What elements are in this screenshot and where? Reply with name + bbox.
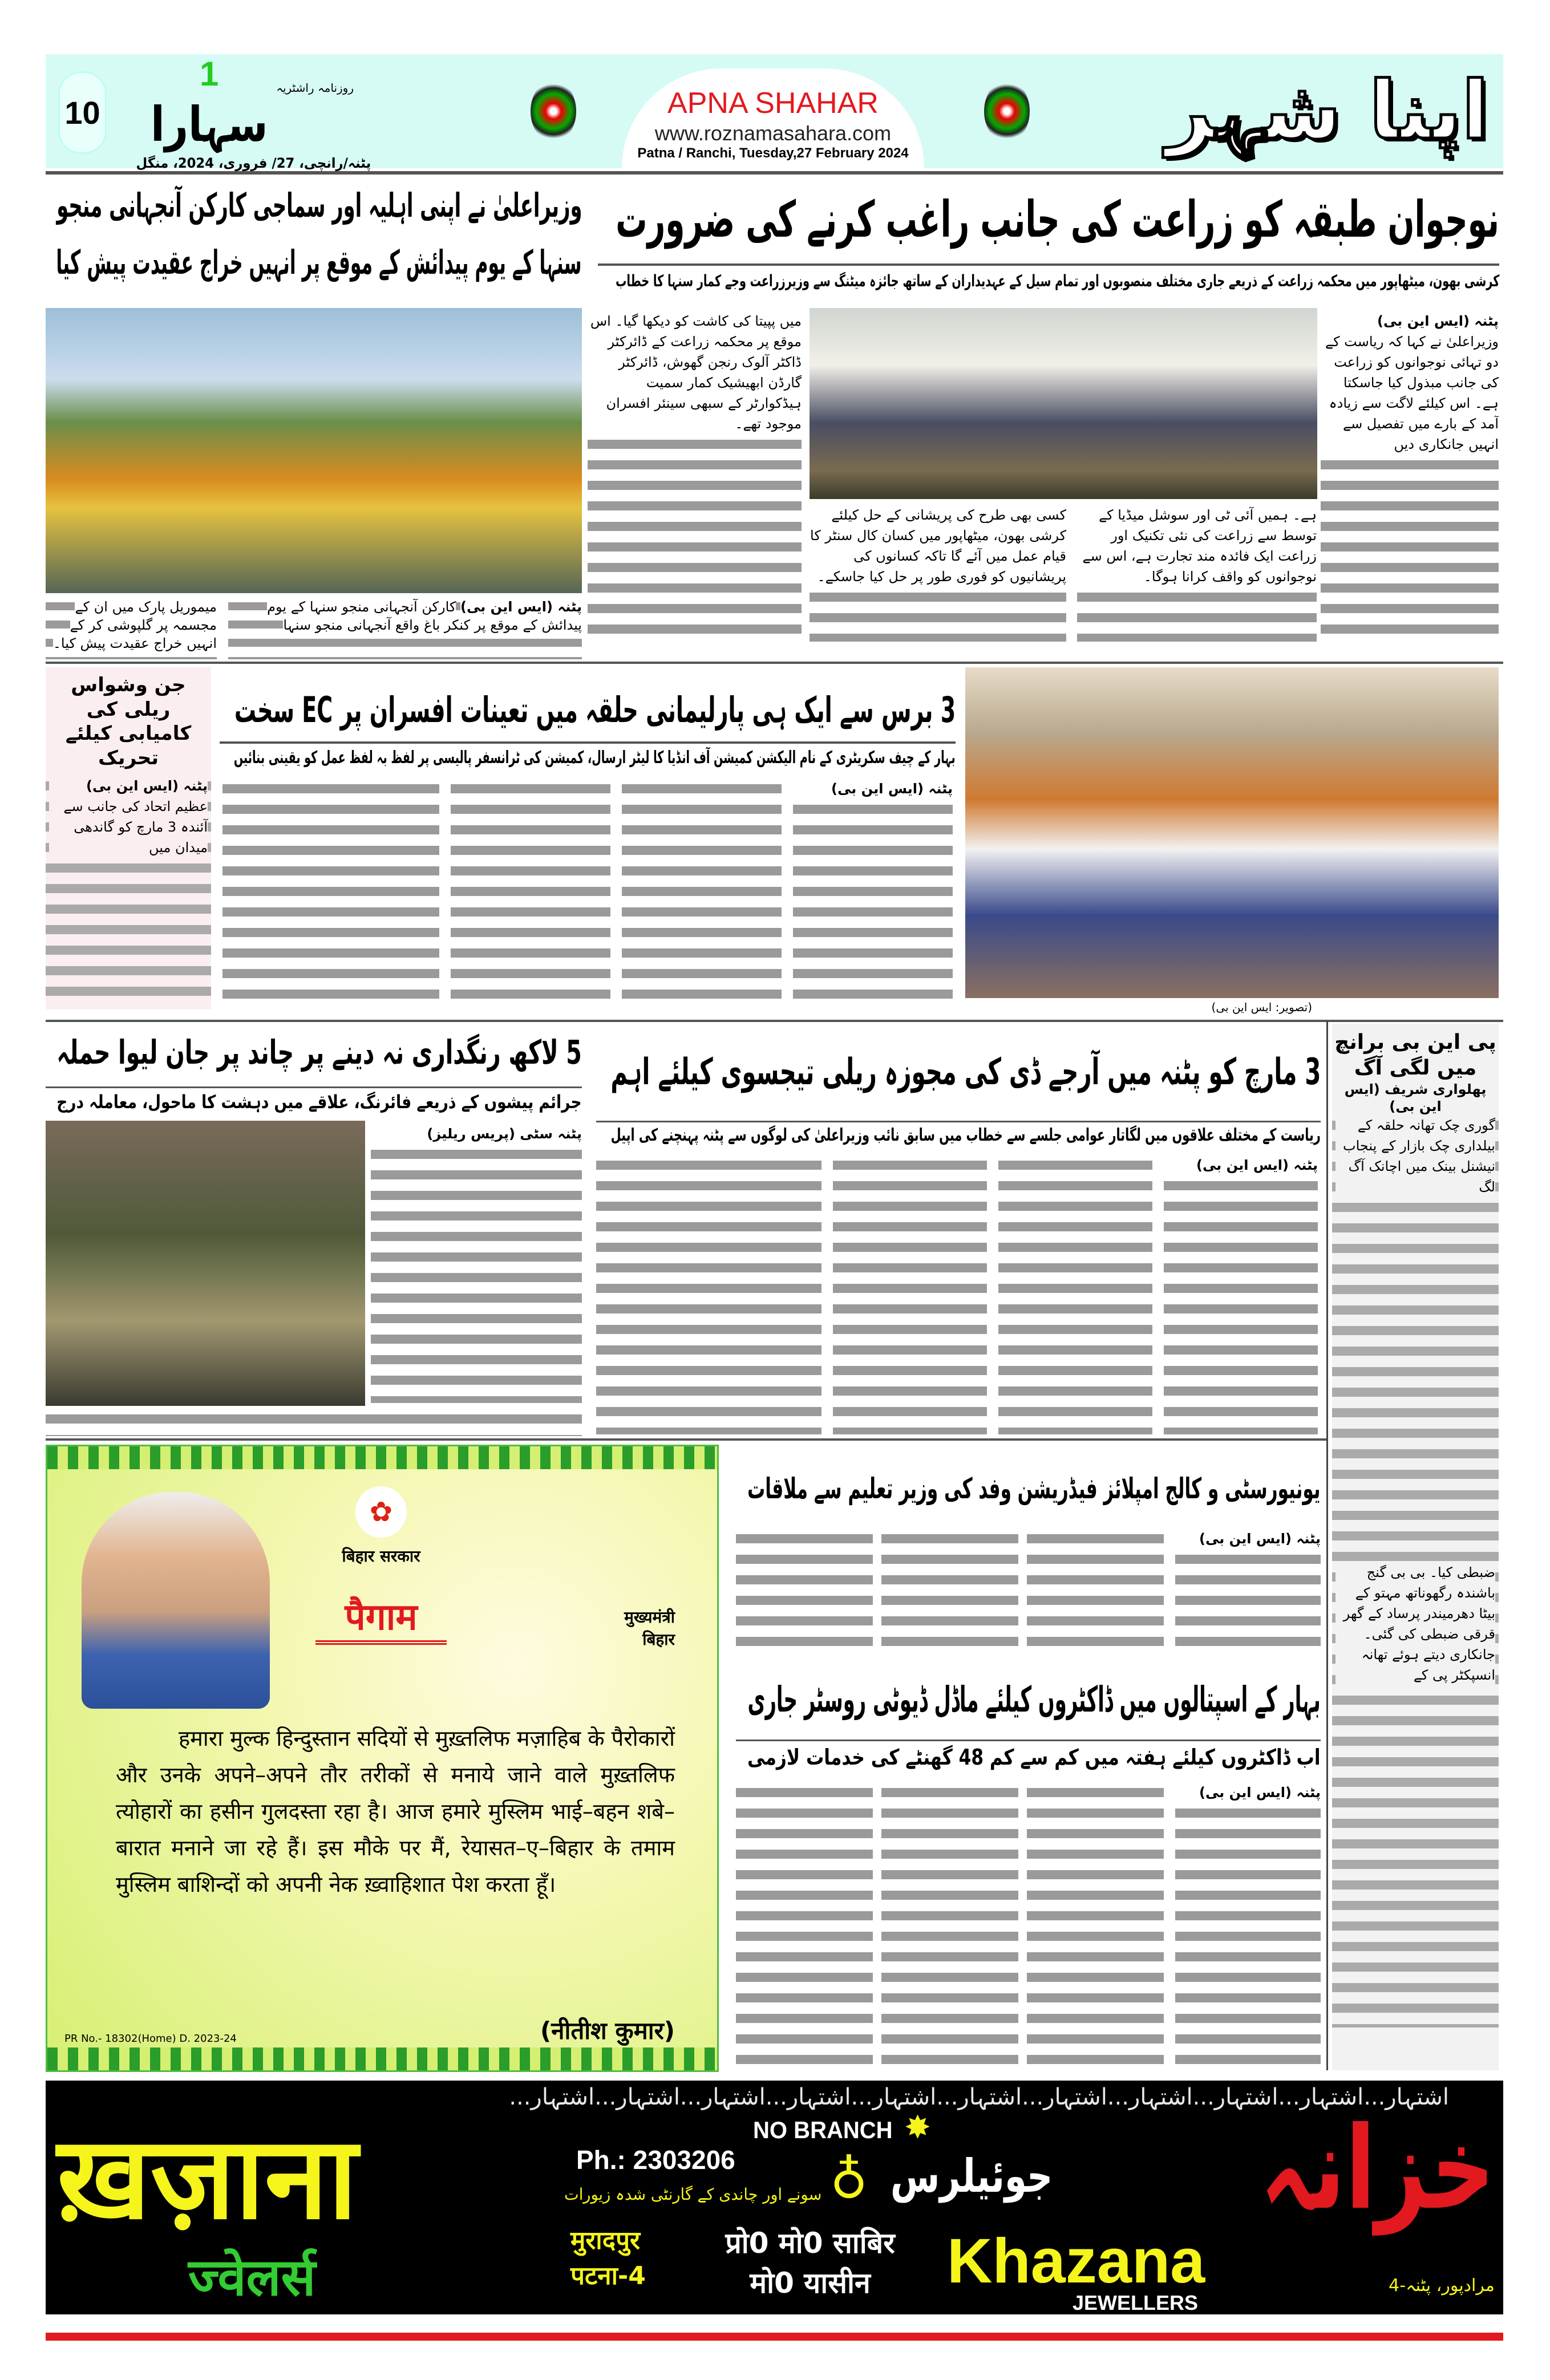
story-column	[1077, 505, 1317, 642]
photo-agri-minister	[810, 308, 1317, 499]
story-column	[881, 1782, 1018, 2070]
story-dateline: پھلواری شریف (ایس این بی)	[1344, 1081, 1487, 1114]
ad-phone: Ph.: 2303206	[576, 2145, 735, 2175]
divider	[220, 741, 956, 744]
masthead-date: پٹنہ/رانچی، 27/ فروری، 2024، منگل	[136, 155, 371, 171]
divider	[596, 1121, 1321, 1122]
story-column	[1321, 311, 1499, 642]
story-text: عظیم اتحاد کی جانب سے آئندہ 3 مارچ کو گاندھی میدان میں	[49, 796, 208, 858]
story-column	[1164, 1155, 1318, 1434]
ad-urdu-name: خزانہ	[1260, 2102, 1495, 2235]
divider	[736, 1740, 1321, 1741]
story-column	[451, 779, 610, 1007]
ad-urdu-tagline: سونے اور چاندی کے گارنٹی شدہ زیورات	[564, 2185, 821, 2204]
divider	[46, 1020, 1503, 1022]
photo-credit: (تصویر: ایس این بی)	[1211, 1000, 1312, 1014]
masthead-tagline: روزنامہ راشٹریہ	[276, 81, 354, 95]
story-column	[810, 505, 1066, 642]
ad-hindi-sub: ज्वेलर्स	[188, 2248, 316, 2308]
page-number: 10	[58, 71, 107, 154]
section-banner	[622, 68, 924, 168]
story-dateline: پٹنہ (ایس این بی)	[793, 779, 953, 799]
designation	[538, 1606, 675, 1651]
story-column	[998, 1155, 1152, 1434]
story-column	[46, 1409, 582, 1436]
story-column	[222, 779, 439, 1007]
ad-proprietor: प्रो0 मो0 साबिर	[725, 2227, 895, 2260]
ad-english-name: Khazana	[947, 2226, 1205, 2296]
subhead-rjd: ریاست کے مختلف علاقوں میں لگاتار عوامی جلسے سے خطاب میں سابق نائب وزیراعلیٰ کی لوگوں سے پٹنہ پہنچنے کی اپیل	[610, 1125, 1321, 1145]
ad-english-sub: JEWELLERS	[1073, 2291, 1199, 2314]
ad-proprietors	[685, 2223, 936, 2303]
section-title: APNA SHAHAR	[667, 87, 879, 120]
sunburst-icon	[984, 80, 1030, 143]
caption-text: کارکن آنجہانی منجو سنہا کے یوم پیدائش کے موقع پر کنکر باغ واقع آنجہانی منجو سنہا	[267, 599, 582, 633]
photo-cm-tribute	[46, 308, 582, 593]
story-column	[1027, 1782, 1164, 2070]
divider	[1326, 1021, 1328, 2070]
bihar-emblem-icon: ✿	[355, 1486, 407, 1538]
story-dateline: پٹنہ سٹی (پریس ریلیز)	[371, 1124, 582, 1144]
pr-number: PR No.- 18302(Home) D. 2023-24	[64, 2033, 237, 2045]
story-column	[1175, 1782, 1321, 2070]
divider	[598, 263, 1499, 266]
subhead-agri: کرشی بھون، میٹھاپور میں محکمہ زراعت کے ذریعے جاری مختلف منصوبوں اور تمام سیل کے عہدیداران کے ساتھ جائزہ میٹنگ سے وزیرزراعت وجے کمار سنہا کا خطاب	[615, 271, 1499, 290]
sidebar-pnb	[1332, 1024, 1499, 2070]
page-header	[46, 54, 1503, 171]
headline-rjd: 3 مارچ کو پٹنہ میں آرجے ڈی کی مجوزہ ریلی تیجسوی کیلئے اہم	[610, 1051, 1321, 1093]
headline-hospital: بہار کے اسپتالوں میں ڈاکٹروں کیلئے ماڈل ڈیوٹی روسٹر جاری	[747, 1678, 1321, 1720]
story-column	[833, 1155, 987, 1434]
ad-urdu-address: مرادپور، پٹنہ-4	[1389, 2276, 1495, 2296]
story-text: ہے۔ ہمیں آئی ٹی اور سوشل میڈیا کے توسط سے زراعت کی نئی تکنیک اور زراعت ایک فائدہ مند تجارت ہے، اس سے نوجوانوں کو واقف کرانا ہوگا۔	[1077, 505, 1317, 587]
ad-urdu-jewellers: جوئیلرس	[890, 2150, 1053, 2203]
story-text: کسی بھی طرح کی پریشانی کے حل کیلئے کرشی بھون، میٹھاپور میں کسان کال سنٹر کا قیام عمل میں آئے گا تاکہ کسانوں کی پریشانیوں کو فوری طور پر حل کیا جاسکے۔	[810, 505, 1066, 587]
ad-address-line: पटना-4	[570, 2261, 646, 2290]
ad-signature: (नीतीश कुमार)	[540, 2017, 675, 2045]
story-column	[881, 1528, 1018, 1648]
headline-agri: نوجوان طبقہ کو زراعت کی جانب راغب کرنے کی ضرورت	[616, 190, 1499, 249]
jhumka-icon: ♁	[830, 2150, 868, 2210]
subhead-extortion: جرائم پیشوں کے ذریعے فائرنگ، علاقے میں دہشت کا ماحول، معاملہ درج	[56, 1091, 582, 1113]
ad-address	[570, 2223, 679, 2293]
photo-ec-leaders	[965, 667, 1499, 998]
divider	[46, 662, 1503, 664]
border-pattern	[47, 2047, 717, 2070]
logo-emblem: 1	[200, 55, 219, 93]
masthead-logo	[126, 55, 371, 171]
ad-message: हमारा मुल्क हिन्दुस्तान सदियों से मुख़्तलिफ मज़ाहिब के पैरोकारों और उनके अपने–अपने तौर तरीकों से मनाये जाने वाले मुख़्तलिफ त्योहारों का हसीन गुलदस्ता रहा है। आज हमारे मुस्लिम भाई–बहन शबे–बारात मनाने जा रहे हैं। इस मौके पर मैं, रेयासत–ए–बिहार के तमाम मुस्लिम बाशिन्दों को अपनी नेक ख़्वाहिशात पेश करता हूँ।	[116, 1726, 675, 1897]
headline-university: یونیورسٹی و کالج امپلائز فیڈریشن وفد کی وزیر تعلیم سے ملاقات	[747, 1472, 1321, 1505]
star-icon: ✸	[904, 2109, 931, 2146]
photo-police	[46, 1121, 365, 1406]
ad-title: पैगाम	[315, 1595, 447, 1645]
divider	[46, 171, 1503, 175]
khazana-jewellers-ad	[46, 2081, 1503, 2314]
story-text: میں پپیتا کی کاشت کو دیکھا گیا۔ اس موقع پر محکمہ زراعت کے ڈائرکٹر ڈاکٹر آلوک رنجن گھوش، ڈائرکٹر گارڈن ابھیشیک کمار سمیت ہیڈکوارٹر کے سبھی سینئر افسران موجود تھے۔	[588, 311, 802, 434]
sunburst-icon	[531, 80, 576, 143]
story-column	[736, 1528, 873, 1648]
headline-rally: جن وشواس ریلی کی کامیابی کیلئے تحریک	[65, 674, 192, 769]
ad-address-line: मुरादपुर	[570, 2226, 641, 2255]
story-dateline: پٹنہ (ایس این بی)	[1164, 1155, 1318, 1175]
story-column	[622, 779, 782, 1007]
ad-no-branch: NO BRANCH	[753, 2117, 893, 2143]
govt-org: बिहार सरकार	[342, 1547, 420, 1566]
divider	[46, 1438, 1326, 1441]
masthead-title: سہارا	[151, 96, 268, 152]
headline-extortion: 5 لاکھ رنگداری نہ دینے پر چاند پر جان لیوا حملہ	[56, 1033, 582, 1072]
story-column	[1027, 1528, 1164, 1648]
story-column	[371, 1124, 582, 1403]
photo-caption	[228, 598, 582, 659]
story-column	[596, 1155, 821, 1434]
story-text: گوری چک تھانہ حلقہ کے بیلداری چک بازار کے پنجاب نیشنل بینک میں اچانک آگ لگ	[1335, 1115, 1495, 1197]
story-text: ضبطی کیا۔ بی بی گنج باشندہ رگھوناتھ مہتو کے بیٹا دھرمیندر پرساد کے گھر قرقی ضبطی کی گئی۔ جانکاری دیتے ہوئے تھانہ انسپکٹر پی کے	[1335, 1562, 1495, 1685]
ad-proprietor: मो0 यासीन	[750, 2267, 871, 2300]
story-column	[736, 1782, 873, 2070]
story-column	[793, 779, 953, 1007]
story-dateline: پٹنہ (ایس این بی)	[1321, 311, 1499, 331]
headline-cm-tribute: وزیراعلیٰ نے اپنی اہلیہ اور سماجی کارکن آنجہانی منجو سنہا کے یوم پیدائش کے موقع پر انہیں خراج عقیدت پیش کیا	[56, 186, 582, 282]
footer-rule	[46, 2333, 1503, 2341]
designation-state: बिहार	[642, 1630, 675, 1649]
dateline: Patna / Ranchi, Tuesday,27 February 2024	[637, 145, 909, 161]
govt-message-ad	[46, 1445, 719, 2072]
photo-caption	[46, 598, 217, 659]
ad-hindi-name: ख़ज़ाना	[57, 2112, 358, 2245]
story-dateline: پٹنہ (ایس این بی)	[1175, 1528, 1321, 1549]
story-dateline: پٹنہ (ایس این بی)	[1175, 1782, 1321, 1803]
section-title-urdu: اپنا شہر	[1166, 64, 1489, 157]
subhead-hospital: اب ڈاکٹروں کیلئے ہفتہ میں کم سے کم 48 گھنٹے کی خدمات لازمی	[747, 1745, 1321, 1770]
subhead-ec: بہار کے چیف سکریٹری کے نام الیکشن کمیشن آف انڈیا کا لیٹر ارسال، کمیشن کی ٹرانسفر پالیسی پر لفظ بہ لفظ عمل کو یقینی بنائیں	[234, 748, 956, 768]
photo-chief-minister	[82, 1492, 270, 1709]
story-text: وزیراعلیٰ نے کہا کہ ریاست کے دو تہائی نوجوانوں کو زراعت کی جانب مبذول کیا جاسکتا ہے۔ اس کیلئے لاگت سے زیادہ آمد کے بارے میں تفصیل سے انہیں جانکاری دیں	[1321, 331, 1499, 455]
website-link[interactable]: www.roznamasahara.com	[654, 121, 892, 145]
designation-title: मुख्यमंत्री	[624, 1608, 675, 1627]
photo-credit: پٹنہ (ایس این بی)	[460, 599, 582, 615]
caption-text: میموریل پارک میں ان کے مجسمہ پر گلپوشی کر کے انہیں خراج عقیدت پیش کیا۔	[52, 599, 217, 651]
story-column	[1175, 1528, 1321, 1648]
headline-pnb: پی این بی برانچ میں لگی آگ	[1334, 1031, 1496, 1080]
ad-banner-ishtehar: اشتہار...اشتہار...اشتہار...اشتہار...اشتہار...اشتہار...اشتہار...اشتہار...اشتہار...اشتہار...اشتہار...	[509, 2084, 1449, 2110]
story-dateline: پٹنہ (ایس این بی)	[49, 776, 208, 796]
story-column	[588, 311, 802, 642]
headline-ec: 3 برس سے ایک ہی پارلیمانی حلقہ میں تعینات افسران پر EC سخت	[234, 689, 956, 731]
